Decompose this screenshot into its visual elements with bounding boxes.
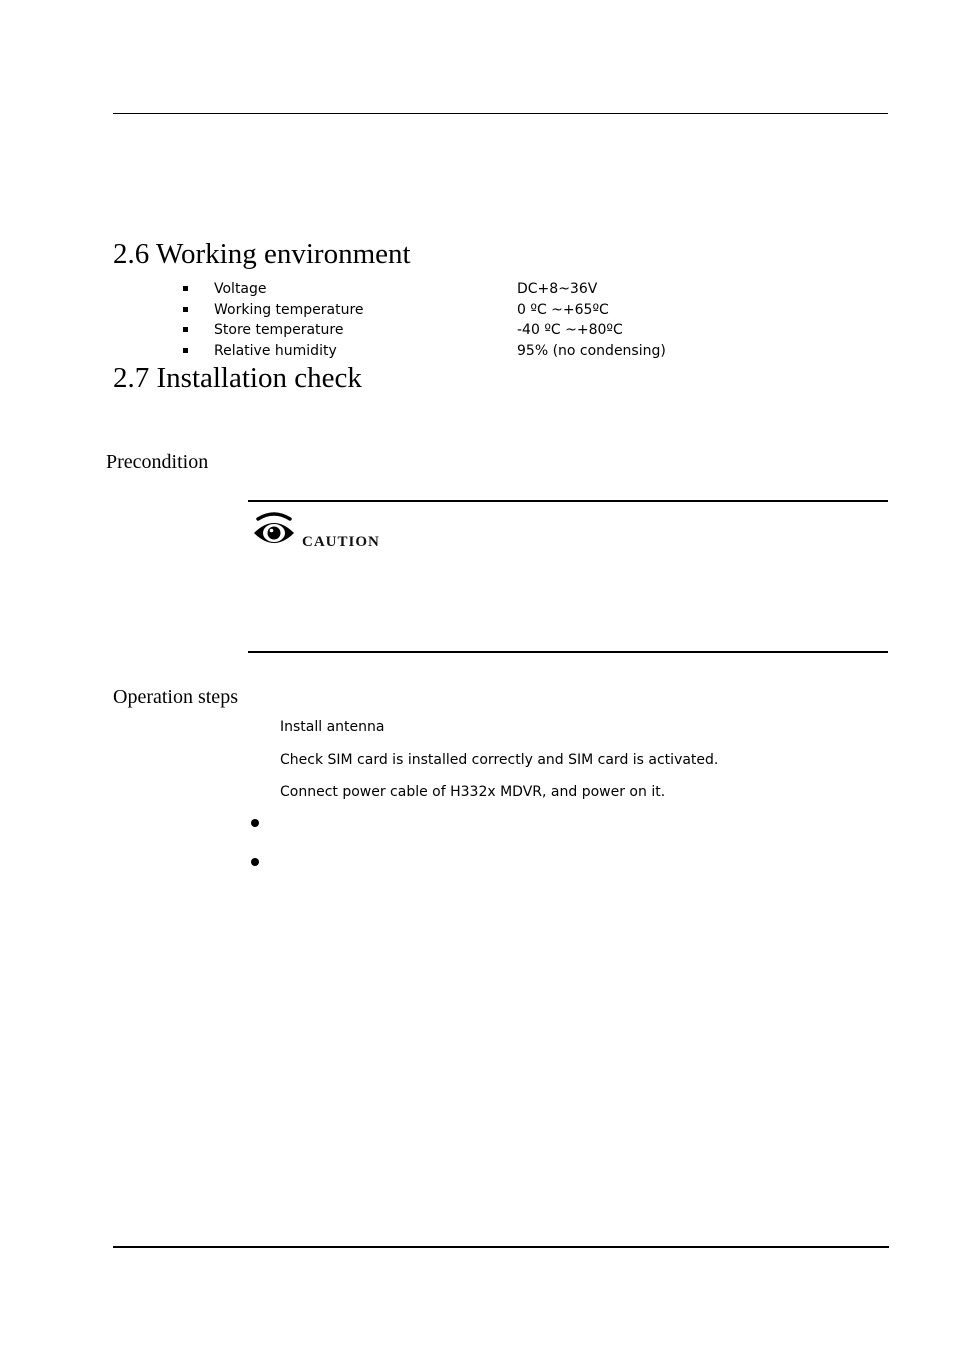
precondition-heading: Precondition: [106, 451, 209, 473]
spec-value: DC+8~36V: [517, 281, 598, 297]
square-bullet-icon: [183, 286, 188, 291]
header-rule: [113, 113, 888, 114]
spec-value: 95% (no condensing): [517, 342, 666, 359]
section-heading-installation-check: 2.7 Installation check: [113, 362, 362, 394]
spec-label: Store temperature: [214, 322, 344, 338]
square-bullet-icon: [183, 348, 188, 353]
spec-label: Relative humidity: [214, 342, 337, 359]
square-bullet-icon: [183, 327, 188, 332]
step-item: Check SIM card is installed correctly and SIM card is activated.: [280, 751, 719, 768]
spec-value: 0 ºC ~+65ºC: [517, 301, 609, 318]
caution-label: CAUTION: [302, 534, 380, 550]
caution-notice: [251, 512, 391, 554]
round-bullet-icon: [251, 858, 259, 866]
square-bullet-icon: [183, 307, 188, 312]
section-heading-working-environment: 2.6 Working environment: [113, 238, 411, 270]
spec-value: -40 ºC ~+80ºC: [517, 322, 623, 338]
round-bullet-icon: [251, 819, 259, 827]
footer-rule: [113, 1246, 889, 1248]
caution-bottom-rule: [248, 651, 888, 653]
operation-steps-list: [280, 716, 718, 814]
caution-top-rule: [248, 500, 888, 502]
operation-steps-heading: Operation steps: [113, 686, 238, 708]
spec-label: Working temperature: [214, 301, 364, 318]
step-item: Install antenna: [280, 719, 385, 735]
step-item: Connect power cable of H332x MDVR, and power on it.: [280, 784, 666, 800]
spec-label: Voltage: [214, 281, 267, 297]
eye-icon: [251, 512, 299, 552]
